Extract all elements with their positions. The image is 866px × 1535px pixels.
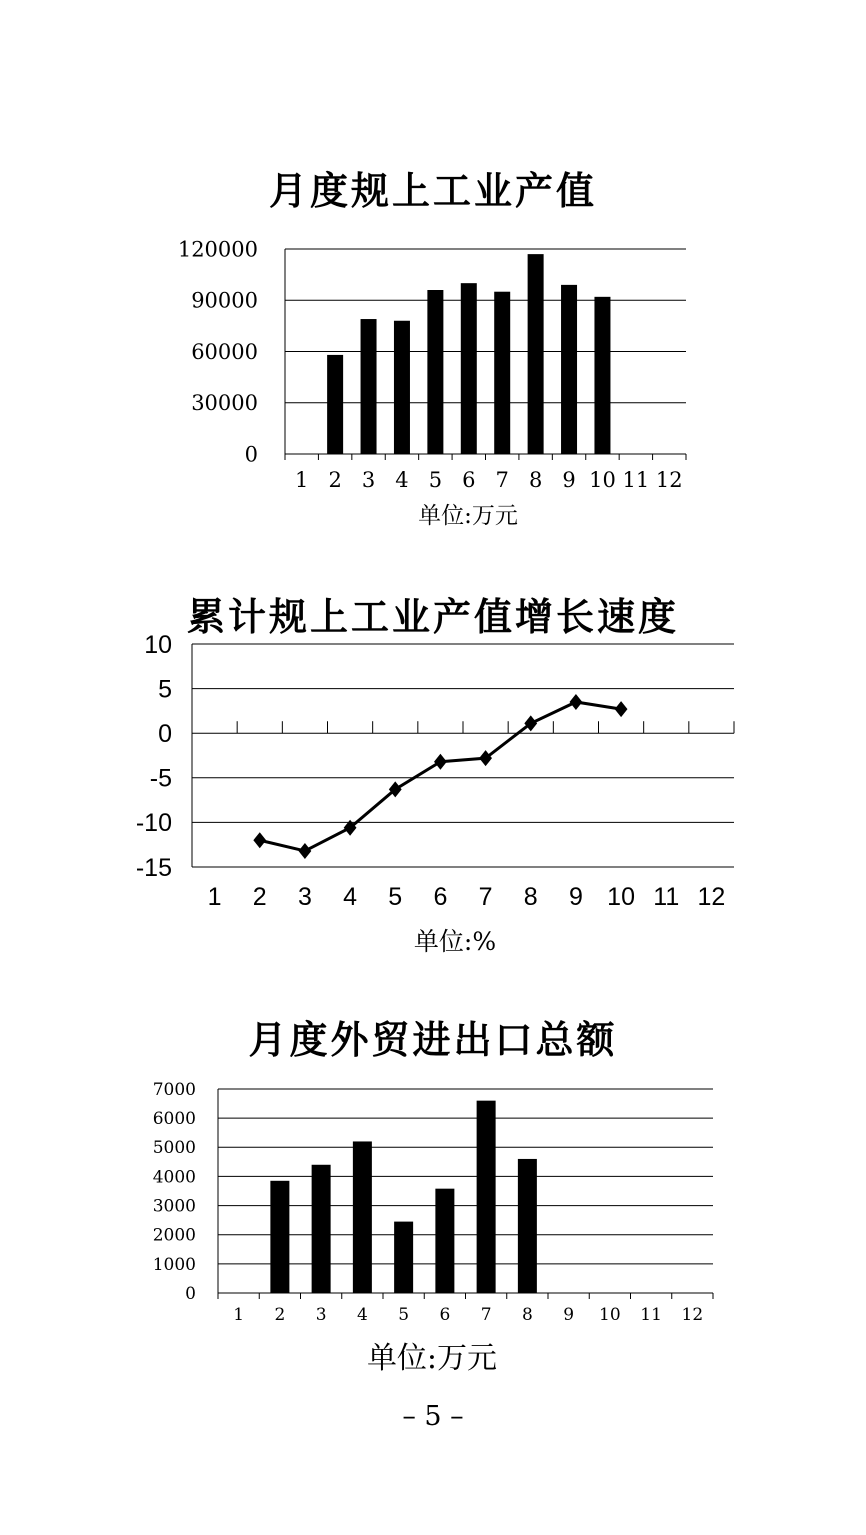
x-tick-label-7: 7 [480, 1305, 492, 1325]
y-tick-label: 5000 [152, 1138, 196, 1159]
x-tick-label-3: 3 [361, 468, 376, 492]
x-tick-label-7: 7 [478, 883, 493, 911]
x-tick-label-5: 5 [398, 1305, 410, 1325]
x-tick-label-10: 10 [589, 468, 616, 492]
chart3-unit-label: 单位:万元 [366, 1341, 498, 1376]
bar-month-8 [518, 1159, 537, 1293]
x-tick-label-1: 1 [295, 468, 309, 492]
y-tick-label: 6000 [152, 1109, 196, 1130]
x-tick-label-6: 6 [462, 468, 476, 492]
y-tick-label: 5 [158, 675, 172, 704]
x-tick-label-12: 12 [655, 468, 683, 492]
x-tick-label-8: 8 [521, 1305, 533, 1325]
chart1-unit-label: 单位:万元 [418, 503, 518, 529]
y-tick-label: -5 [149, 764, 172, 793]
bar-month-3 [312, 1165, 331, 1293]
chart2-unit-label: 单位:% [413, 927, 497, 956]
y-tick-label: 30000 [191, 391, 258, 416]
x-tick-label-12: 12 [681, 1305, 704, 1325]
x-tick-label-9: 9 [562, 468, 576, 492]
y-tick-label: -15 [135, 853, 172, 882]
x-tick-label-3: 3 [297, 883, 312, 911]
y-tick-label: -10 [135, 809, 172, 838]
bar-month-5 [394, 1222, 413, 1293]
x-tick-label-2: 2 [274, 1305, 286, 1325]
x-tick-label-9: 9 [563, 1305, 575, 1325]
y-tick-label: 90000 [191, 288, 258, 313]
x-tick-label-4: 4 [356, 1305, 368, 1325]
x-tick-label-6: 6 [433, 883, 448, 911]
x-tick-label-7: 7 [495, 468, 509, 492]
x-tick-label-12: 12 [697, 883, 726, 911]
x-tick-label-6: 6 [439, 1305, 451, 1325]
x-tick-label-2: 2 [252, 883, 267, 911]
y-tick-label: 0 [158, 719, 172, 748]
y-tick-label: 120000 [177, 237, 258, 262]
y-tick-label: 0 [244, 442, 258, 467]
bar-month-6 [435, 1189, 454, 1293]
chart1-title: 月度规上工业产值 [268, 169, 597, 213]
x-tick-label-2: 2 [328, 468, 342, 492]
x-tick-label-11: 11 [622, 468, 650, 492]
y-tick-label: 60000 [191, 339, 258, 364]
y-tick-label: 4000 [152, 1167, 196, 1188]
y-tick-label: 0 [185, 1283, 196, 1304]
x-tick-label-10: 10 [599, 1305, 621, 1325]
x-tick-label-4: 4 [395, 468, 409, 492]
x-tick-label-1: 1 [207, 883, 222, 911]
bar-month-4 [353, 1141, 372, 1293]
y-tick-label: 3000 [152, 1196, 196, 1217]
x-tick-label-5: 5 [388, 883, 403, 911]
x-tick-label-11: 11 [640, 1305, 662, 1325]
chart3-title: 月度外贸进出口总额 [248, 1018, 618, 1062]
x-tick-label-11: 11 [653, 883, 680, 911]
x-tick-label-5: 5 [428, 468, 443, 492]
x-tick-label-8: 8 [523, 883, 538, 911]
page-number: – 5 – [402, 1401, 464, 1432]
bar-month-2 [270, 1181, 289, 1293]
x-tick-label-8: 8 [528, 468, 543, 492]
y-tick-label: 10 [144, 630, 172, 659]
y-tick-label: 2000 [152, 1225, 196, 1246]
x-tick-label-9: 9 [568, 883, 583, 911]
chart2-title: 累计规上工业产值增长速度 [186, 595, 679, 639]
bar-month-7 [477, 1101, 496, 1293]
x-tick-label-10: 10 [607, 883, 635, 911]
x-tick-label-3: 3 [315, 1305, 327, 1325]
y-tick-label: 1000 [152, 1254, 196, 1275]
x-tick-label-1: 1 [233, 1305, 245, 1325]
x-tick-label-4: 4 [343, 883, 358, 911]
y-tick-label: 7000 [152, 1079, 196, 1100]
